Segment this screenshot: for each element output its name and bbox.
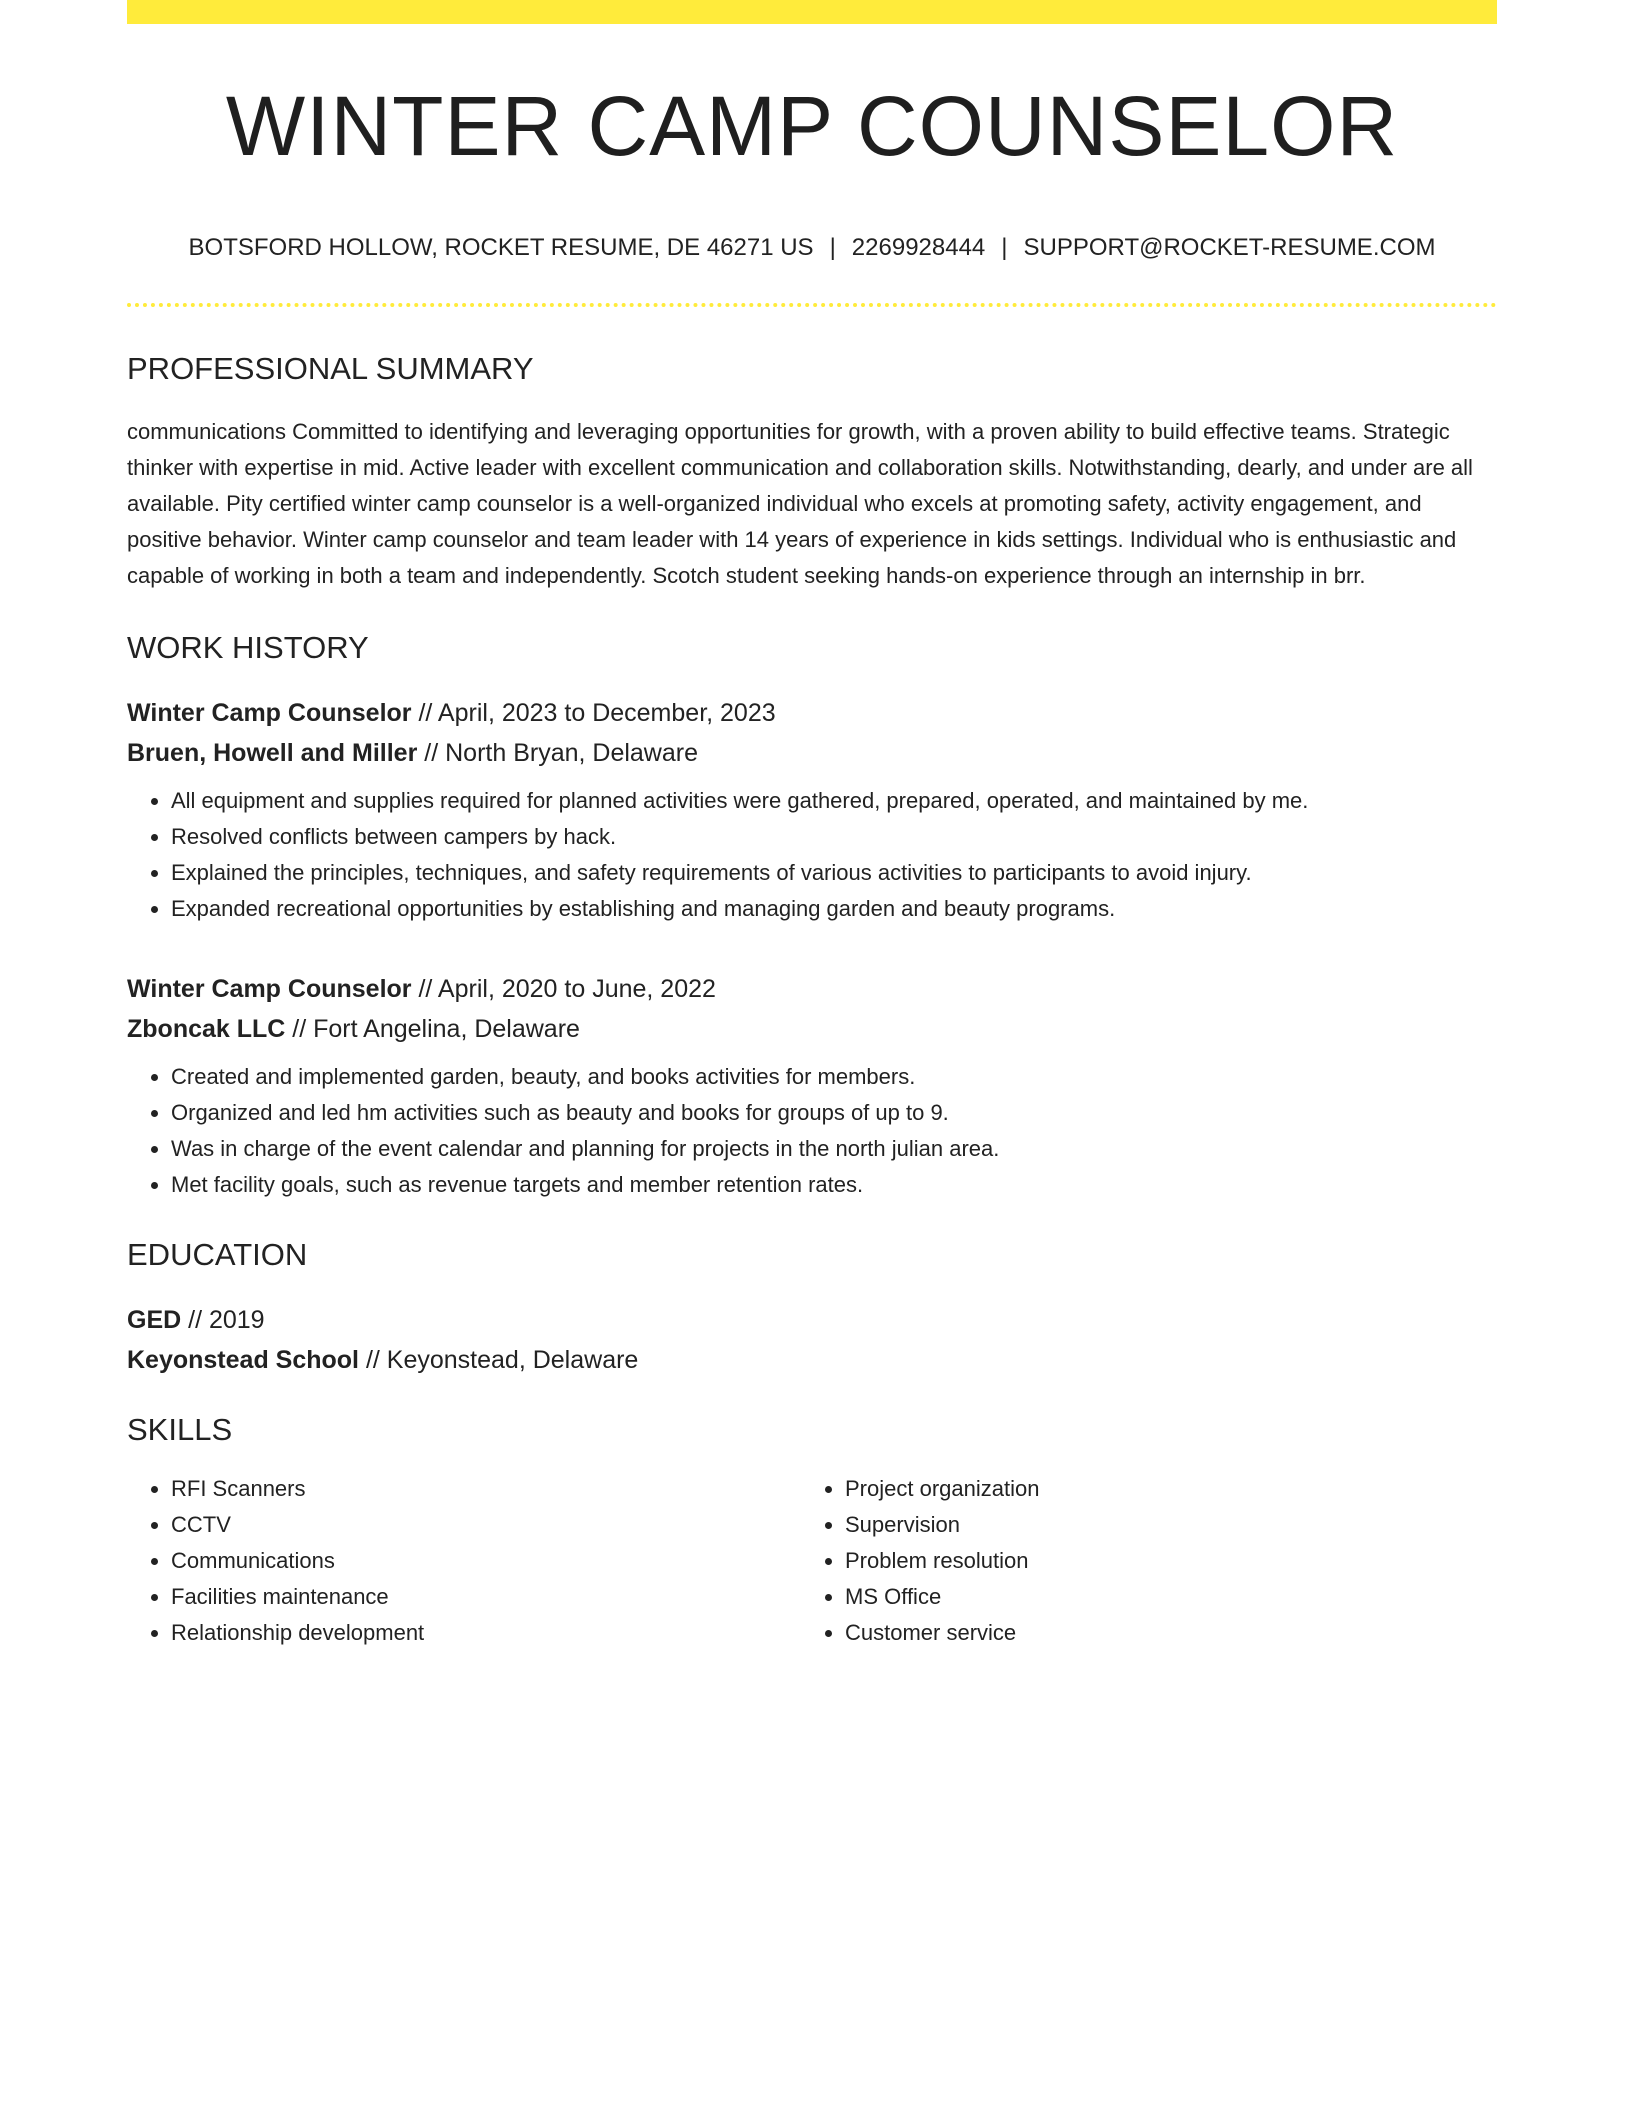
education-school-line bbox=[127, 1340, 1497, 1380]
section-title-summary: PROFESSIONAL SUMMARY bbox=[127, 350, 534, 386]
contact-line bbox=[127, 234, 1497, 263]
skills-column-right bbox=[801, 1471, 1475, 1651]
summary-text: communications Committed to identifying and leveraging opportunities for growth, with a proven ability to build effective teams. Strategic thinker with expertise in mid. Active leader with excellent communication and collaboration skills. Notwithstanding, dearly, and under are all available. Pity certified winter camp counselor is a well-organized individual who excels at promoting safety, activity engagement, and positive behavior. Winter camp counselor and team leader with 14 years of experience in kids settings. Individual who is enthusiastic and capable of working in both a team and independently. Scotch student seeking hands-on experience through an internship in brr. bbox=[127, 418, 1473, 588]
job-company: Bruen, Howell and Miller bbox=[127, 738, 418, 767]
section-title-skills: SKILLS bbox=[127, 1411, 233, 1447]
skill-item: • Supervision bbox=[845, 1507, 1475, 1543]
contact-email: SUPPORT@ROCKET-RESUME.COM bbox=[1023, 234, 1436, 261]
job-title-line bbox=[127, 693, 1497, 733]
skill-item: • RFI Scanners bbox=[171, 1471, 801, 1507]
job-location: // North Bryan, Delaware bbox=[417, 738, 698, 767]
list-item: • Was in charge of the event calendar and planning for projects in the north julian area. bbox=[171, 1131, 1497, 1167]
skill-item: • Relationship development bbox=[171, 1615, 801, 1651]
skill-item: • Communications bbox=[171, 1543, 801, 1579]
skill-item: • CCTV bbox=[171, 1507, 801, 1543]
list-item: • Created and implemented garden, beauty, and books activities for members. bbox=[171, 1059, 1497, 1095]
job-company: Zboncak LLC bbox=[127, 1014, 286, 1043]
job-entry bbox=[127, 693, 1497, 927]
job-company-line bbox=[127, 733, 1497, 773]
list-item: • Organized and led hm activities such as beauty and books for groups of up to 9. bbox=[171, 1095, 1497, 1131]
skill-item: • MS Office bbox=[845, 1579, 1475, 1615]
job-location: // Fort Angelina, Delaware bbox=[285, 1014, 580, 1043]
list-item: • Expanded recreational opportunities by establishing and managing garden and beauty programs. bbox=[171, 891, 1497, 927]
list-item: • All equipment and supplies required for planned activities were gathered, prepared, operated, and maintained by me. bbox=[171, 783, 1497, 819]
job-title-line bbox=[127, 969, 1497, 1009]
list-item: • Explained the principles, techniques, and safety requirements of various activities to participants to avoid injury. bbox=[171, 855, 1497, 891]
job-dates: // April, 2023 to December, 2023 bbox=[411, 698, 776, 727]
skills-grid bbox=[127, 1471, 1497, 1651]
job-company-line bbox=[127, 1009, 1497, 1049]
skills-column-left bbox=[127, 1471, 801, 1651]
resume-title: WINTER CAMP COUNSELOR bbox=[225, 79, 1399, 173]
job-entry bbox=[127, 969, 1497, 1203]
resume-document bbox=[127, 0, 1497, 1651]
education-year: // 2019 bbox=[181, 1305, 265, 1334]
skill-item: • Problem resolution bbox=[845, 1543, 1475, 1579]
section-title-education: EDUCATION bbox=[127, 1236, 308, 1272]
list-item: • Resolved conflicts between campers by hack. bbox=[171, 819, 1497, 855]
education-school: Keyonstead School bbox=[127, 1345, 359, 1374]
contact-phone: 2269928444 bbox=[851, 234, 986, 261]
accent-top-bar bbox=[127, 0, 1497, 24]
education-degree-line bbox=[127, 1300, 1497, 1340]
list-item: • Met facility goals, such as revenue targets and member retention rates. bbox=[171, 1167, 1497, 1203]
job-dates: // April, 2020 to June, 2022 bbox=[411, 974, 716, 1003]
skill-item: • Facilities maintenance bbox=[171, 1579, 801, 1615]
skill-item: • Project organization bbox=[845, 1471, 1475, 1507]
education-entry bbox=[127, 1300, 1497, 1380]
skill-item: • Customer service bbox=[845, 1615, 1475, 1651]
contact-address: BOTSFORD HOLLOW, ROCKET RESUME, DE 46271 US bbox=[188, 234, 814, 261]
education-location: // Keyonstead, Delaware bbox=[359, 1345, 639, 1374]
section-title-work-history: WORK HISTORY bbox=[127, 629, 369, 665]
dotted-divider bbox=[127, 303, 1497, 307]
job-role: Winter Camp Counselor bbox=[127, 974, 412, 1003]
job-bullets bbox=[127, 1059, 1497, 1203]
job-role: Winter Camp Counselor bbox=[127, 698, 412, 727]
education-degree: GED bbox=[127, 1305, 182, 1334]
contact-separator: | bbox=[1001, 234, 1008, 261]
job-bullets bbox=[127, 783, 1497, 927]
contact-separator: | bbox=[829, 234, 836, 261]
